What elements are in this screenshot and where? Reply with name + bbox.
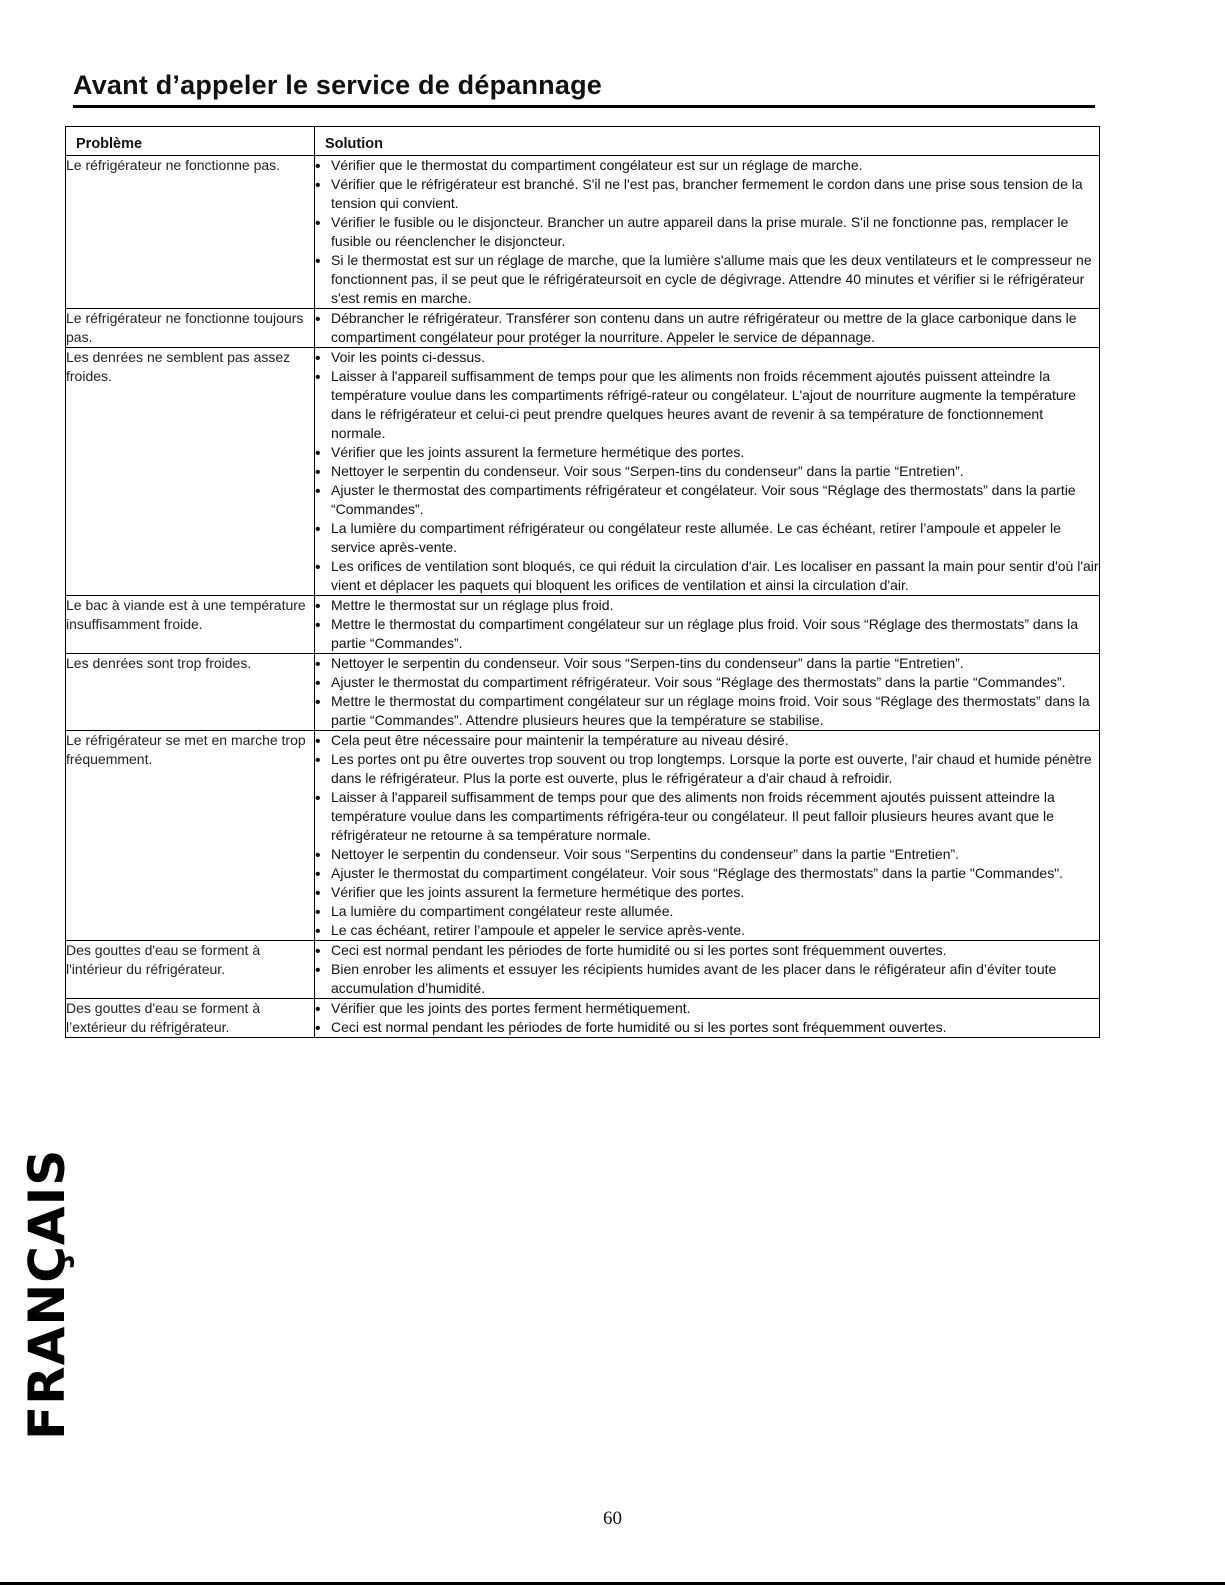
table-row [66, 941, 1100, 999]
problem-cell: Les denrées sont trop froides. [66, 654, 315, 731]
page-title: Avant d’appeler le service de dépannage [73, 70, 603, 100]
solution-cell [315, 156, 1100, 309]
troubleshooting-table [65, 126, 1100, 1038]
solution-list [315, 654, 1099, 730]
solution-item: • Nettoyer le serpentin du condenseur. Voir sous “Serpen-tins du condenseur” dans la partie “Entretien”. [315, 462, 1099, 481]
solution-item: • Vérifier que le réfrigérateur est branché. S'il ne l'est pas, brancher fermement le cordon dans une prise sous tension de la tension qui convient. [315, 175, 1099, 213]
solution-item: • Les portes ont pu être ouvertes trop souvent ou trop longtemps. Lorsque la porte est ouverte, l'air chaud et humide pénètre dans le réfrigérateur. Plus la porte est ouverte, plus le réfrigérateur a d'air chaud à refroidir. [315, 750, 1099, 788]
solution-item: • Mettre le thermostat du compartiment congélateur sur un réglage moins froid. Voir sous “Réglage des thermostats” dans la partie “Commandes”. Attendre plusieurs heures que la température se stabilise. [315, 692, 1099, 730]
solution-item: • Ceci est normal pendant les périodes de forte humidité ou si les portes sont fréquemment ouvertes. [315, 941, 1099, 960]
solution-list [315, 941, 1099, 998]
problem-cell: Les denrées ne semblent pas assez froides. [66, 348, 315, 596]
solution-cell [315, 596, 1100, 654]
solution-item: • Vérifier le fusible ou le disjoncteur. Brancher un autre appareil dans la prise murale. S'il ne fonctionne pas, remplacer le fusible ou réenclencher le disjoncteur. [315, 213, 1099, 251]
solution-item: • Ajuster le thermostat du compartiment congélateur. Voir sous “Réglage des thermostats” dans la partie "Commandes". [315, 864, 1099, 883]
table-row [66, 731, 1100, 941]
solution-list [315, 999, 1099, 1037]
solution-item: • Si le thermostat est sur un réglage de marche, que la lumière s'allume mais que les deux ventilateurs et le compresseur ne fonctionnent pas, il se peut que le réfrigérateursoit en cycle de dégivrage. Attendre 40 minutes et vérifier si le réfrigérateur s'est remis en marche. [315, 251, 1099, 308]
table-header-row [66, 127, 1100, 156]
solution-item: • Mettre le thermostat du compartiment congélateur sur un réglage plus froid. Voir sous “Réglage des thermostats” dans la partie “Commandes”. [315, 615, 1099, 653]
solution-list [315, 156, 1099, 308]
problem-cell: Des gouttes d'eau se forment à l’extérieur du réfrigérateur. [66, 999, 315, 1038]
solution-item: • Bien enrober les aliments et essuyer les récipients humides avant de les placer dans le réfigérateur afin d’éviter toute accumulation d’humidité. [315, 960, 1099, 998]
page-number: 60 [603, 1508, 622, 1529]
table-row [66, 999, 1100, 1038]
solution-item: • Ajuster le thermostat des compartiments réfrigérateur et congélateur. Voir sous “Réglage des thermostats” dans la partie “Commandes”. [315, 481, 1099, 519]
header-solution: Solution [315, 127, 1100, 156]
solution-item: • Le cas échéant, retirer l’ampoule et appeler le service après-vente. [315, 921, 1099, 940]
solution-cell [315, 999, 1100, 1038]
problem-cell: Le réfrigérateur ne fonctionne pas. [66, 156, 315, 309]
solution-cell [315, 731, 1100, 941]
solution-item: • Vérifier que le thermostat du compartiment congélateur est sur un réglage de marche. [315, 156, 1099, 175]
table-row [66, 156, 1100, 309]
solution-item: • Cela peut être nécessaire pour maintenir la température au niveau désiré. [315, 731, 1099, 750]
table-row [66, 596, 1100, 654]
solution-cell [315, 941, 1100, 999]
solution-list [315, 309, 1099, 347]
solution-item: • Ceci est normal pendant les périodes de forte humidité ou si les portes sont fréquemment ouvertes. [315, 1018, 1099, 1037]
solution-item: • Mettre le thermostat sur un réglage plus froid. [315, 596, 1099, 615]
table-row [66, 309, 1100, 348]
solution-cell [315, 654, 1100, 731]
solution-item: • Vérifier que les joints assurent la fermeture hermétique des portes. [315, 883, 1099, 902]
solution-list [315, 731, 1099, 940]
solution-list [315, 596, 1099, 653]
solution-item: • Nettoyer le serpentin du condenseur. Voir sous “Serpentins du condenseur” dans la partie “Entretien”. [315, 845, 1099, 864]
solution-item: • Voir les points ci-dessus. [315, 348, 1099, 367]
problem-cell: Le réfrigérateur ne fonctionne toujours pas. [66, 309, 315, 348]
solution-item: • Débrancher le réfrigérateur. Transférer son contenu dans un autre réfrigérateur ou mettre de la glace carbonique dans le compartiment congélateur pour protéger la nourriture. Appeler le service de dépannage. [315, 309, 1099, 347]
solution-item: • Laisser à l'appareil suffisamment de temps pour que des aliments non froids récemment ajoutés puissent atteindre la température voulue dans les compartiments réfrigéra-teur ou congélateur. Il peut falloir plusieurs heures avant que le réfrigérateur ne retourne à sa température normale. [315, 788, 1099, 845]
title-underline [73, 105, 1095, 108]
solution-item: • La lumière du compartiment congélateur reste allumée. [315, 902, 1099, 921]
solution-item: • Les orifices de ventilation sont bloqués, ce qui réduit la circulation d'air. Les localiser en passant la main pour sentir d'où l'air vient et déplacer les paquets qui bloquent les orifices de ventilation et ainsi la circulation d'air. [315, 557, 1099, 595]
table-row [66, 348, 1100, 596]
solution-cell [315, 309, 1100, 348]
table-row [66, 654, 1100, 731]
language-side-label: FRANÇAIS [18, 1148, 76, 1440]
header-problem: Problème [66, 127, 315, 156]
solution-list [315, 348, 1099, 595]
table-body [66, 156, 1100, 1038]
solution-item: • Ajuster le thermostat du compartiment réfrigérateur. Voir sous “Réglage des thermostats” dans la partie “Commandes”. [315, 673, 1099, 692]
solution-item: • Nettoyer le serpentin du condenseur. Voir sous “Serpen-tins du condenseur” dans la partie “Entretien”. [315, 654, 1099, 673]
solution-item: • La lumière du compartiment réfrigérateur ou congélateur reste allumée. Le cas échéant, retirer l’ampoule et appeler le service après-vente. [315, 519, 1099, 557]
problem-cell: Le bac à viande est à une température insuffisamment froide. [66, 596, 315, 654]
solution-cell [315, 348, 1100, 596]
solution-item: • Vérifier que les joints des portes ferment hermétiquement. [315, 999, 1099, 1018]
solution-item: • Laisser à l'appareil suffisamment de temps pour que les aliments non froids récemment ajoutés puissent atteindre la température voulue dans les compartiments réfrigé-rateur ou congélateur. L'ajout de nourriture augmente la température dans le réfrigérateur et celui-ci peut prendre quelques heures avant de revenir à sa température de fonctionnement normale. [315, 367, 1099, 443]
solution-item: • Vérifier que les joints assurent la fermeture hermétique des portes. [315, 443, 1099, 462]
problem-cell: Le réfrigérateur se met en marche trop fréquemment. [66, 731, 315, 941]
problem-cell: Des gouttes d'eau se forment à l'intérieur du réfrigérateur. [66, 941, 315, 999]
